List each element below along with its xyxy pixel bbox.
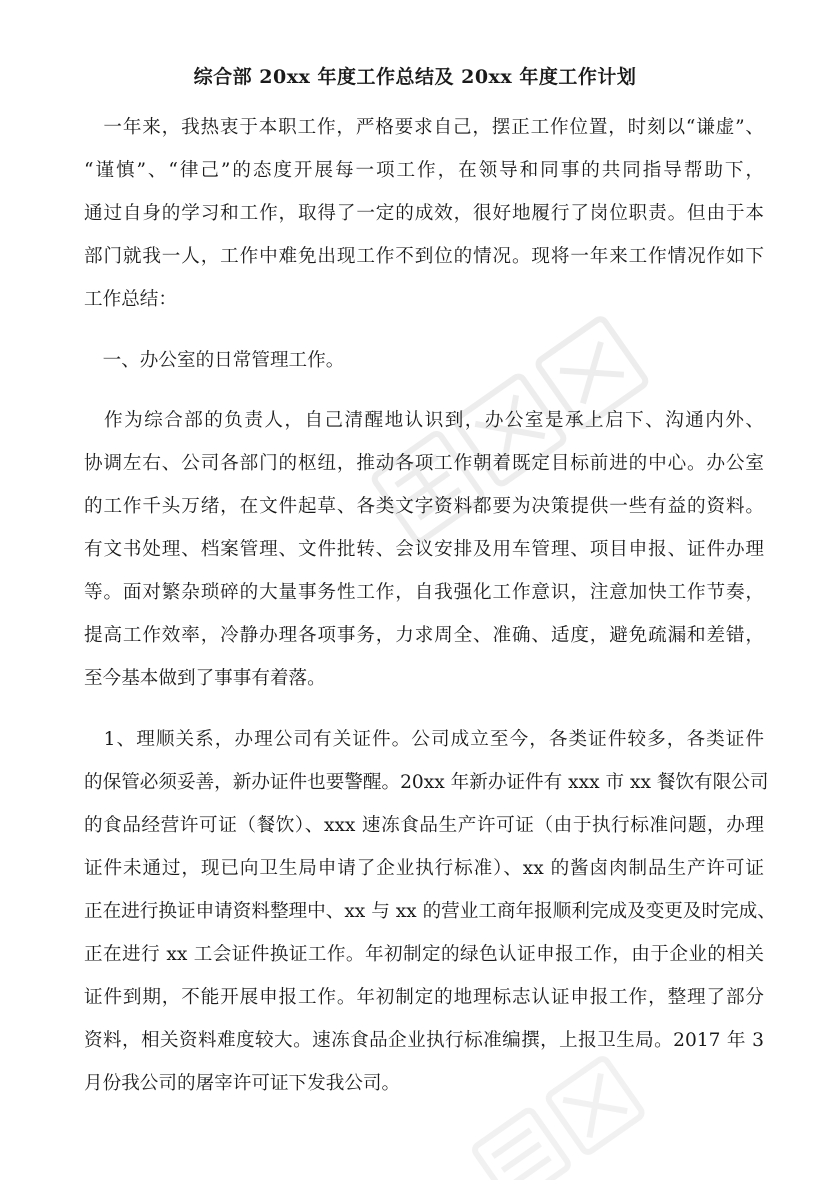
paragraph-line: 1、理顺关系，办理公司有关证件。公司成立至今，各类证件较多，各类证件 bbox=[84, 729, 764, 750]
paragraph-line: 部门就我一人，工作中难免出现工作不到位的情况。现将一年来工作情况作如下 bbox=[84, 246, 764, 267]
paragraph-line: 提高工作效率，冷静办理各项事务，力求周全、准确、适度，避免疏漏和差错， bbox=[84, 625, 764, 646]
paragraph-line: 正在进行换证申请资料整理中、xx 与 xx 的营业工商年报顺利完成及变更及时完成、 bbox=[84, 901, 776, 922]
document-title: 综合部 20xx 年度工作总结及 20xx 年度工作计划 bbox=[193, 66, 637, 88]
watermark-logo-bottom bbox=[430, 1040, 730, 1180]
paragraph-line: 证件到期，不能开展申报工作。年初制定的地理标志认证申报工作，整理了部分 bbox=[84, 987, 764, 1008]
paragraph-line: 证件未通过，现已向卫生局申请了企业执行标准）、xx 的酱卤肉制品生产许可证 bbox=[84, 858, 764, 879]
paragraph-line: 的保管必须妥善，新办证件也要警醒。20xx 年新办证件有 xxx 市 xx 餐饮有限公司 bbox=[84, 772, 769, 793]
paragraph-line: 有文书处理、档案管理、文件批转、会议安排及用车管理、项目申报、证件办理 bbox=[84, 539, 764, 560]
paragraph-line: 作为综合部的负责人，自己清醒地认识到，办公室是承上启下、沟通内外、 bbox=[84, 410, 764, 431]
paragraph-line: 等。面对繁杂琐碎的大量事务性工作，自我强化工作意识，注意加快工作节奏， bbox=[84, 582, 764, 603]
paragraph-line: “谨慎”、“律己”的态度开展每一项工作，在领导和同事的共同指导帮助下， bbox=[84, 160, 764, 181]
paragraph-line: 月份我公司的屠宰许可证下发我公司。 bbox=[84, 1073, 401, 1094]
paragraph-line: 的工作千头万绪，在文件起草、各类文字资料都要为决策提供一些有益的资料。 bbox=[84, 496, 764, 517]
paragraph-line: 一年来，我热衷于本职工作，严格要求自己，摆正工作位置，时刻以“谦虚”、 bbox=[84, 117, 764, 138]
paragraph-line: 的食品经营许可证（餐饮）、xxx 速冻食品生产许可证（由于执行标准问题，办理 bbox=[84, 815, 764, 836]
section-heading: 一、办公室的日常管理工作。 bbox=[84, 350, 345, 371]
paragraph-line: 资料，相关资料难度较大。速冻食品企业执行标准编撰，上报卫生局。2017 年 3 bbox=[84, 1030, 764, 1051]
paragraph-line: 正在进行 xx 工会证件换证工作。年初制定的绿色认证申报工作，由于企业的相关 bbox=[84, 944, 764, 965]
paragraph-line: 工作总结： bbox=[84, 289, 177, 310]
paragraph-line: 至今基本做到了事事有着落。 bbox=[84, 668, 326, 689]
paragraph-line: 通过自身的学习和工作，取得了一定的成效，很好地履行了岗位职责。但由于本 bbox=[84, 203, 764, 224]
paragraph-line: 协调左右、公司各部门的枢纽，推动各项工作朝着既定目标前进的中心。办公室 bbox=[84, 453, 764, 474]
